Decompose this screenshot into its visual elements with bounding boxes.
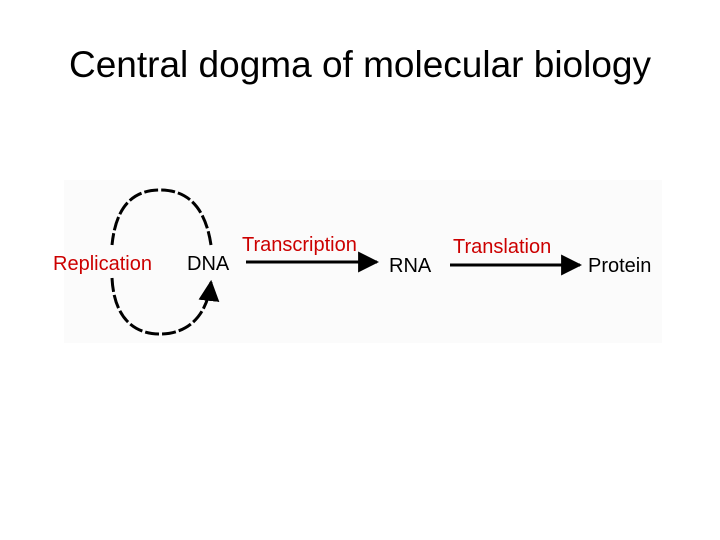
replication-label: Replication bbox=[53, 253, 152, 275]
rna-label: RNA bbox=[389, 255, 432, 277]
transcription-label: Transcription bbox=[242, 234, 357, 256]
translation-label: Translation bbox=[453, 236, 552, 258]
slide-title: Central dogma of molecular biology bbox=[68, 44, 652, 85]
dna-label: DNA bbox=[187, 253, 230, 275]
protein-label: Protein bbox=[588, 255, 652, 277]
